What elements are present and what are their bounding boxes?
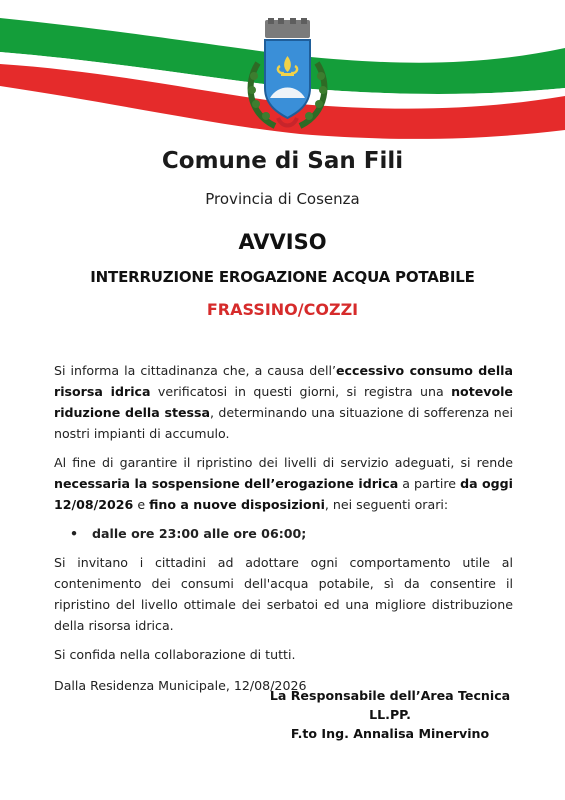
notice-type: AVVISO (238, 230, 327, 254)
paragraph-1 (54, 360, 513, 444)
text: , determinando una situazione di sofferenza nei nostri impianti di accumulo. (54, 405, 513, 441)
bold-text: fino a nuove disposizioni (149, 497, 325, 512)
paragraph-2 (54, 452, 513, 515)
paragraph-4: Si confida nella collaborazione di tutti. (54, 647, 296, 662)
text: e (133, 497, 150, 512)
schedule-bullet (70, 523, 513, 544)
text: verificatosi in questi giorni, si registra una (150, 384, 452, 399)
schedule-text: dalle ore 23:00 alle ore 06:00; (92, 526, 307, 541)
text: , nei seguenti orari: (324, 497, 449, 512)
paragraph-3: Si invitano i cittadini ad adottare ogni comportamento utile al contenimento dei consumi dell'acqua potabile, sì da consentire il ripristino del livello ottimale dei serbatoi ed una migliore distribuzione della risorsa idrica. (54, 555, 513, 633)
notice-location: FRASSINO/COZZI (206, 300, 359, 319)
text: Si informa la cittadinanza che, a causa dell’ (54, 363, 336, 378)
place-date: Dalla Residenza Municipale, 12/08/2026 (54, 678, 307, 693)
notice-headline: INTERRUZIONE EROGAZIONE ACQUA POTABILE (90, 268, 475, 286)
signature-block (265, 686, 515, 743)
text: Al fine di garantire il ripristino dei livelli di servizio adeguati, si rende (54, 455, 513, 470)
bold-text: eccessivo consumo della risorsa idrica (54, 363, 513, 399)
bold-text: notevole riduzione della stessa (54, 384, 513, 420)
page-title: Comune di San Fili (161, 148, 404, 174)
bold-text: da oggi 12/08/2026 (54, 476, 514, 512)
bullet-icon: • (70, 526, 79, 541)
municipal-crest-icon (240, 18, 335, 138)
text: a partire (398, 476, 461, 491)
signature-name: F.to Ing. Annalisa Minervino (290, 726, 490, 741)
signature-role: La Responsabile dell’Area Tecnica LL.PP. (269, 688, 511, 722)
notice-body (54, 360, 513, 704)
page-subtitle: Provincia di Cosenza (205, 190, 360, 208)
bold-text: necessaria la sospensione dell’erogazione idrica (54, 476, 399, 491)
